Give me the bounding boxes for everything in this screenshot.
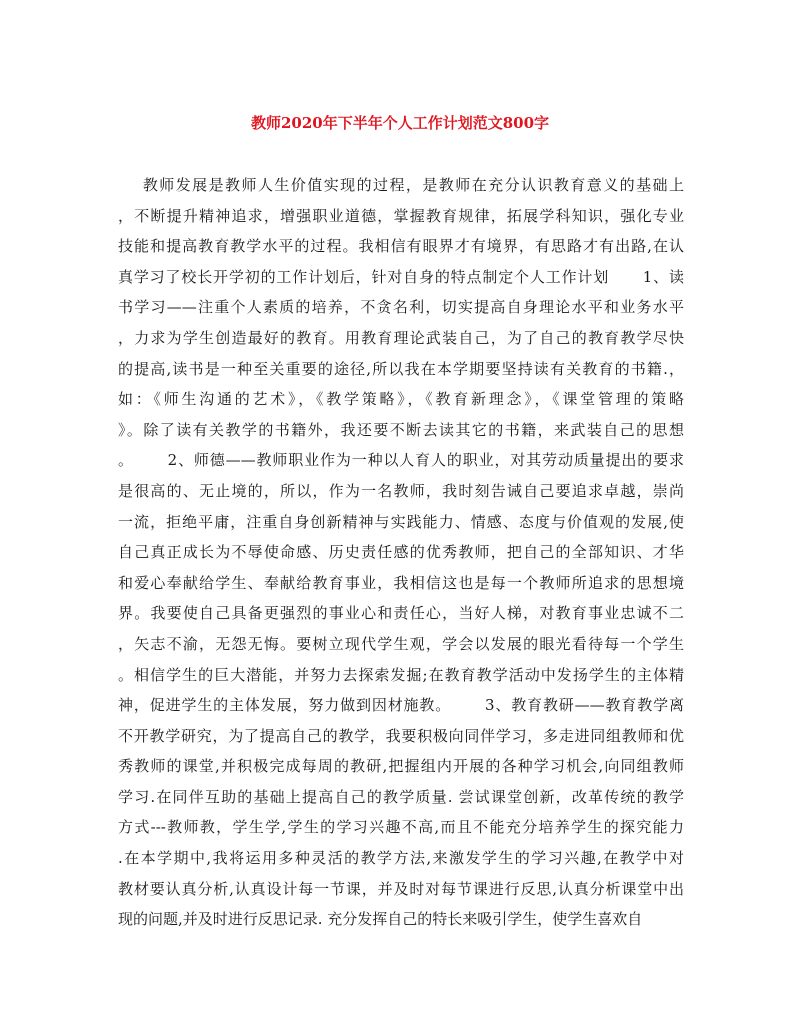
body-line: 教师发展是教师人生价值实现的过程，是教师在充分认识教育意义的基础上 [118,176,684,194]
body-line: 现的问题,并及时进行反思记录. 充分发挥自己的特长来吸引学生，使学生喜欢自 [118,910,643,929]
body-line: 自己真正成长为不辱使命感、历史责任感的优秀教师，把自己的全部知识、才华 [118,543,684,562]
body-line: 秀教师的课堂,并积极完成每周的教研,把握组内开展的各种学习机会,向同组教师 [118,757,684,776]
body-line: .在本学期中,我将运用多种灵活的教学方法,来激发学生的学习兴趣,在教学中对 [118,849,684,868]
document-title: 教师2020年下半年个人工作计划范文800字 [250,114,550,132]
body-line: 真学习了校长开学初的工作计划后，针对自身的特点制定个人工作计划 1、读 [118,267,684,286]
body-line: 技能和提高教育教学水平的过程。我相信有眼界才有境界，有思路才有出路,在认 [118,237,684,256]
body-line: 学习.在同伴互助的基础上提高自己的教学质量. 尝试课堂创新，改革传统的教学 [118,787,684,806]
body-line: ，力求为学生创造最好的教育。用教育理论武装自己，为了自己的教育教学尽快 [118,328,684,347]
body-line: 书学习——注重个人素质的培养，不贪名利，切实提高自身理论水平和业务水平 [118,298,684,317]
body-line: 。 2、师德——教师职业作为一种以人育人的职业，对其劳动质量提出的要求 [118,451,684,470]
body-line: 方式---教师教，学生学,学生的学习兴趣不高,而且不能充分培养学生的探究能力 [118,818,684,837]
document-body [118,170,684,935]
body-line: 一流，拒绝平庸，注重自身创新精神与实践能力、情感、态度与价值观的发展,使 [118,512,684,531]
body-line: 如：《师生沟通的艺术》，《教学策略》，《教育新理念》，《课堂管理的策略 [118,390,684,409]
body-line: 和爱心奉献给学生、奉献给教育事业，我相信这也是每一个教师所追求的思想境 [118,573,684,592]
body-line: 。相信学生的巨大潜能，并努力去探索发掘;在教育教学活动中发扬学生的主体精 [118,665,684,684]
body-line: 》。除了读有关教学的书籍外，我还要不断去读其它的书籍，来武装自己的思想 [118,420,684,439]
body-line: 神，促进学生的主体发展，努力做到因材施教。 3、教育教研——教育教学离 [118,696,684,715]
body-line: 的提高,读书是一种至关重要的途径,所以我在本学期要坚持读有关教育的书籍.， [118,359,684,378]
body-line: 是很高的、无止境的，所以，作为一名教师，我时刻告诫自己要追求卓越，崇尚 [118,481,684,500]
body-line: 界。我要使自己具备更强烈的事业心和责任心，当好人梯，对教育事业忠诚不二 [118,604,684,623]
body-line: ，不断提升精神追求，增强职业道德，掌握教育规律，拓展学科知识，强化专业 [118,206,684,225]
body-line: 不开教学研究，为了提高自己的教学，我要积极向同伴学习，多走进同组教师和优 [118,726,684,745]
body-line: ，矢志不渝，无怨无悔。要树立现代学生观，学会以发展的眼光看待每一个学生 [118,634,684,653]
body-line: 教材要认真分析,认真设计每一节课，并及时对每节课进行反思,认真分析课堂中出 [118,879,684,898]
